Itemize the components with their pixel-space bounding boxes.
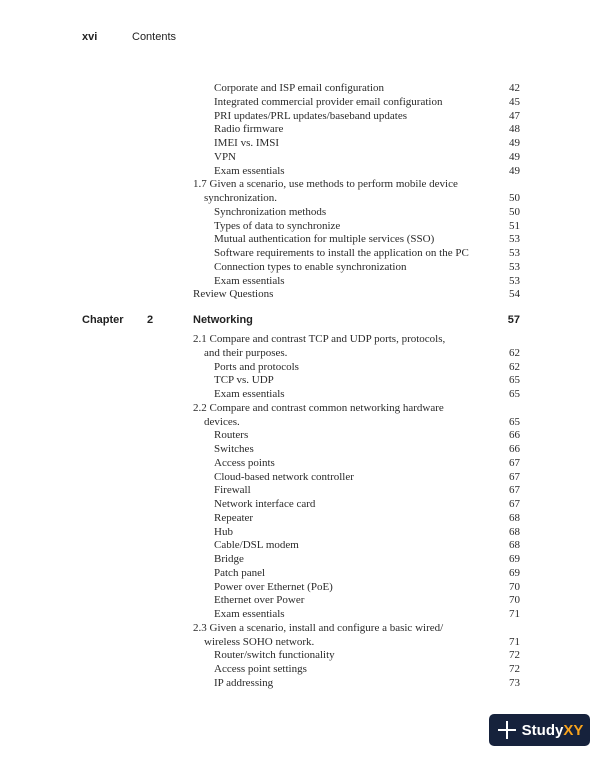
toc-entry[interactable] — [214, 566, 520, 580]
toc-entry-title: Synchronization methods — [214, 205, 327, 218]
chapter-number: 2 — [147, 314, 154, 326]
toc-entry-title: synchronization. — [204, 192, 278, 204]
toc-entry[interactable] — [214, 373, 520, 387]
toc-entry[interactable] — [214, 387, 520, 401]
toc-entry[interactable] — [204, 346, 520, 360]
studyxy-logo — [489, 714, 590, 746]
chapter-label: Chapter — [82, 314, 124, 326]
toc-entry-title: devices. — [204, 415, 240, 428]
toc-entry-page: 48 — [509, 123, 520, 136]
toc-entry[interactable] — [214, 219, 520, 233]
toc-entry-title: Cable/DSL modem — [214, 539, 299, 552]
toc-entry-title: Ports and protocols — [214, 360, 299, 373]
toc-entry-title: Switches — [214, 443, 254, 455]
toc-entry-title: TCP vs. UDP — [214, 374, 274, 387]
toc-entry[interactable] — [214, 538, 520, 552]
toc-entry[interactable] — [214, 662, 520, 676]
toc-entry-page: 72 — [509, 649, 520, 662]
toc-entry[interactable] — [214, 428, 520, 442]
toc-entry-page: 67 — [509, 498, 520, 510]
toc-entry-page: 71 — [509, 608, 520, 620]
page-number: xvi — [82, 31, 98, 43]
toc-entry-page: 47 — [509, 109, 520, 122]
toc-entry-page: 69 — [509, 553, 520, 565]
toc-entry-page: 49 — [509, 150, 520, 163]
toc-entry[interactable] — [214, 205, 520, 219]
toc-entry[interactable] — [214, 483, 520, 497]
toc-entry-page: 67 — [509, 484, 520, 497]
toc-entry-title: Network interface card — [214, 498, 316, 510]
toc-entry[interactable] — [214, 274, 520, 288]
toc-entry-page: 69 — [509, 566, 520, 579]
toc-entry-title: Connection types to enable synchronization — [214, 260, 407, 273]
section-title: Contents — [132, 31, 177, 43]
toc-entry[interactable] — [214, 525, 520, 539]
toc-entry-title: VPN — [214, 150, 237, 163]
toc-entry[interactable] — [214, 648, 520, 662]
toc-entry[interactable] — [214, 122, 520, 136]
toc-entry[interactable] — [214, 456, 520, 470]
toc-entry-title: Patch panel — [214, 566, 266, 579]
toc-entry-title: Firewall — [214, 484, 251, 497]
toc-entry-title: IP addressing — [214, 676, 274, 689]
toc-entry[interactable] — [214, 136, 520, 150]
toc-entry-page: 68 — [509, 539, 520, 552]
chapter-title[interactable]: Networking — [193, 314, 253, 326]
toc-entry-page: 67 — [509, 456, 520, 469]
toc-entry-title: Bridge — [214, 553, 244, 565]
toc-entry-page: 70 — [509, 594, 520, 607]
toc-entry-title: Routers — [214, 429, 249, 442]
toc-entry-title: Cloud-based network controller — [214, 470, 354, 483]
toc-entry[interactable] — [214, 497, 520, 511]
toc-entry[interactable] — [214, 150, 520, 164]
toc-entry[interactable] — [214, 81, 520, 95]
toc-entry-page: 53 — [509, 260, 520, 273]
toc-entry[interactable] — [214, 95, 520, 109]
toc-entry-page: 65 — [509, 415, 520, 428]
toc-entry-title: Review Questions — [193, 288, 274, 301]
toc-entry[interactable] — [193, 401, 520, 415]
toc-entry-title: Radio firmware — [214, 123, 284, 136]
toc-entry-title: Access point settings — [214, 663, 307, 675]
toc-entry-title: 2.2 Compare and contrast common networking hardware — [193, 401, 444, 414]
toc-entry-page: 50 — [509, 205, 520, 218]
toc-entry-title: Hub — [214, 525, 233, 538]
toc-entry-title: IMEI vs. IMSI — [214, 137, 280, 149]
toc-entry-title: Corporate and ISP email configuration — [214, 82, 385, 94]
toc-entry-page: 66 — [509, 443, 520, 455]
toc-entry-page: 54 — [509, 288, 520, 301]
toc-entry-page: 67 — [509, 470, 520, 483]
toc-entry-page: 72 — [509, 663, 520, 675]
plus-icon — [496, 719, 518, 741]
toc-entry-title: Power over Ethernet (PoE) — [214, 580, 333, 593]
toc-entry[interactable] — [204, 415, 520, 429]
toc-entry-page: 51 — [509, 219, 520, 232]
toc-entry[interactable] — [214, 109, 520, 123]
toc-entry[interactable] — [214, 580, 520, 594]
toc-entry[interactable] — [214, 470, 520, 484]
toc-entry-page: 70 — [509, 580, 520, 593]
toc-entry-title: Router/switch functionality — [214, 649, 335, 662]
toc-entry-title: wireless SOHO network. — [204, 635, 315, 648]
toc-entry-title: Exam essentials — [214, 388, 285, 400]
toc-entry-title: Exam essentials — [214, 274, 285, 287]
toc-entry-title: and their purposes. — [204, 346, 288, 359]
toc-entry[interactable] — [214, 260, 520, 274]
toc-entry[interactable] — [193, 177, 520, 191]
toc-entry-title: Repeater — [214, 511, 254, 524]
toc-entry-page: 62 — [509, 360, 520, 373]
toc-entry-page: 62 — [509, 346, 520, 359]
toc-entry-title: 1.7 Given a scenario, use methods to perform mobile device — [193, 178, 458, 191]
toc-entry-title: Exam essentials — [214, 608, 285, 620]
toc-entry-page: 68 — [509, 525, 520, 538]
toc-entry[interactable] — [214, 360, 520, 374]
toc-entry[interactable] — [193, 621, 520, 635]
toc-entry[interactable] — [214, 607, 520, 621]
toc-entry-title: 2.3 Given a scenario, install and configure a basic wired/ — [193, 621, 444, 634]
toc-entry-title: 2.1 Compare and contrast TCP and UDP ports, protocols, — [193, 333, 446, 345]
toc-entry-title: Access points — [214, 456, 275, 469]
toc-entry[interactable] — [214, 232, 520, 246]
toc-entry-title: PRI updates/PRL updates/baseband updates — [214, 109, 407, 122]
toc-entry-title: Integrated commercial provider email configuration — [214, 95, 443, 108]
toc-entry[interactable] — [193, 287, 520, 301]
toc-entry[interactable] — [214, 593, 520, 607]
toc-entry-page: 49 — [509, 164, 520, 177]
toc-entry[interactable] — [214, 676, 520, 690]
toc-entry-page: 66 — [509, 429, 520, 442]
toc-entry-page: 68 — [509, 511, 520, 524]
toc-entry[interactable] — [214, 164, 520, 178]
toc-entry[interactable] — [193, 332, 520, 346]
chapter-page: 57 — [507, 314, 520, 326]
toc-entry-page: 42 — [509, 82, 520, 94]
toc-entry-title: Ethernet over Power — [214, 594, 305, 607]
toc-entry[interactable] — [204, 635, 520, 649]
toc-entry-title: Mutual authentication for multiple services (SSO) — [214, 233, 435, 246]
toc-entry-page: 49 — [509, 137, 520, 149]
toc-entry[interactable] — [214, 442, 520, 456]
toc-entry-title: Exam essentials — [214, 164, 285, 177]
toc-entry-title: Software requirements to install the application on the PC — [214, 247, 469, 259]
toc-entry-page: 53 — [509, 274, 520, 287]
toc-entry-title: Types of data to synchronize — [214, 219, 341, 232]
toc-entry-page: 73 — [509, 676, 520, 689]
toc-entry-page: 65 — [509, 374, 520, 387]
toc-entry-page: 53 — [509, 233, 520, 246]
brand-name: StudyXY — [521, 721, 584, 739]
toc-entry-page: 53 — [509, 247, 520, 259]
toc-entry[interactable] — [214, 552, 520, 566]
toc-entry[interactable] — [214, 246, 520, 260]
toc-entry-page: 65 — [509, 388, 520, 400]
toc-entry-page: 45 — [509, 95, 520, 108]
toc-entry-page: 50 — [509, 192, 520, 204]
page-header — [82, 31, 176, 43]
toc-entry[interactable] — [204, 191, 520, 205]
toc-entry[interactable] — [214, 511, 520, 525]
toc-entry-page: 71 — [509, 635, 520, 648]
